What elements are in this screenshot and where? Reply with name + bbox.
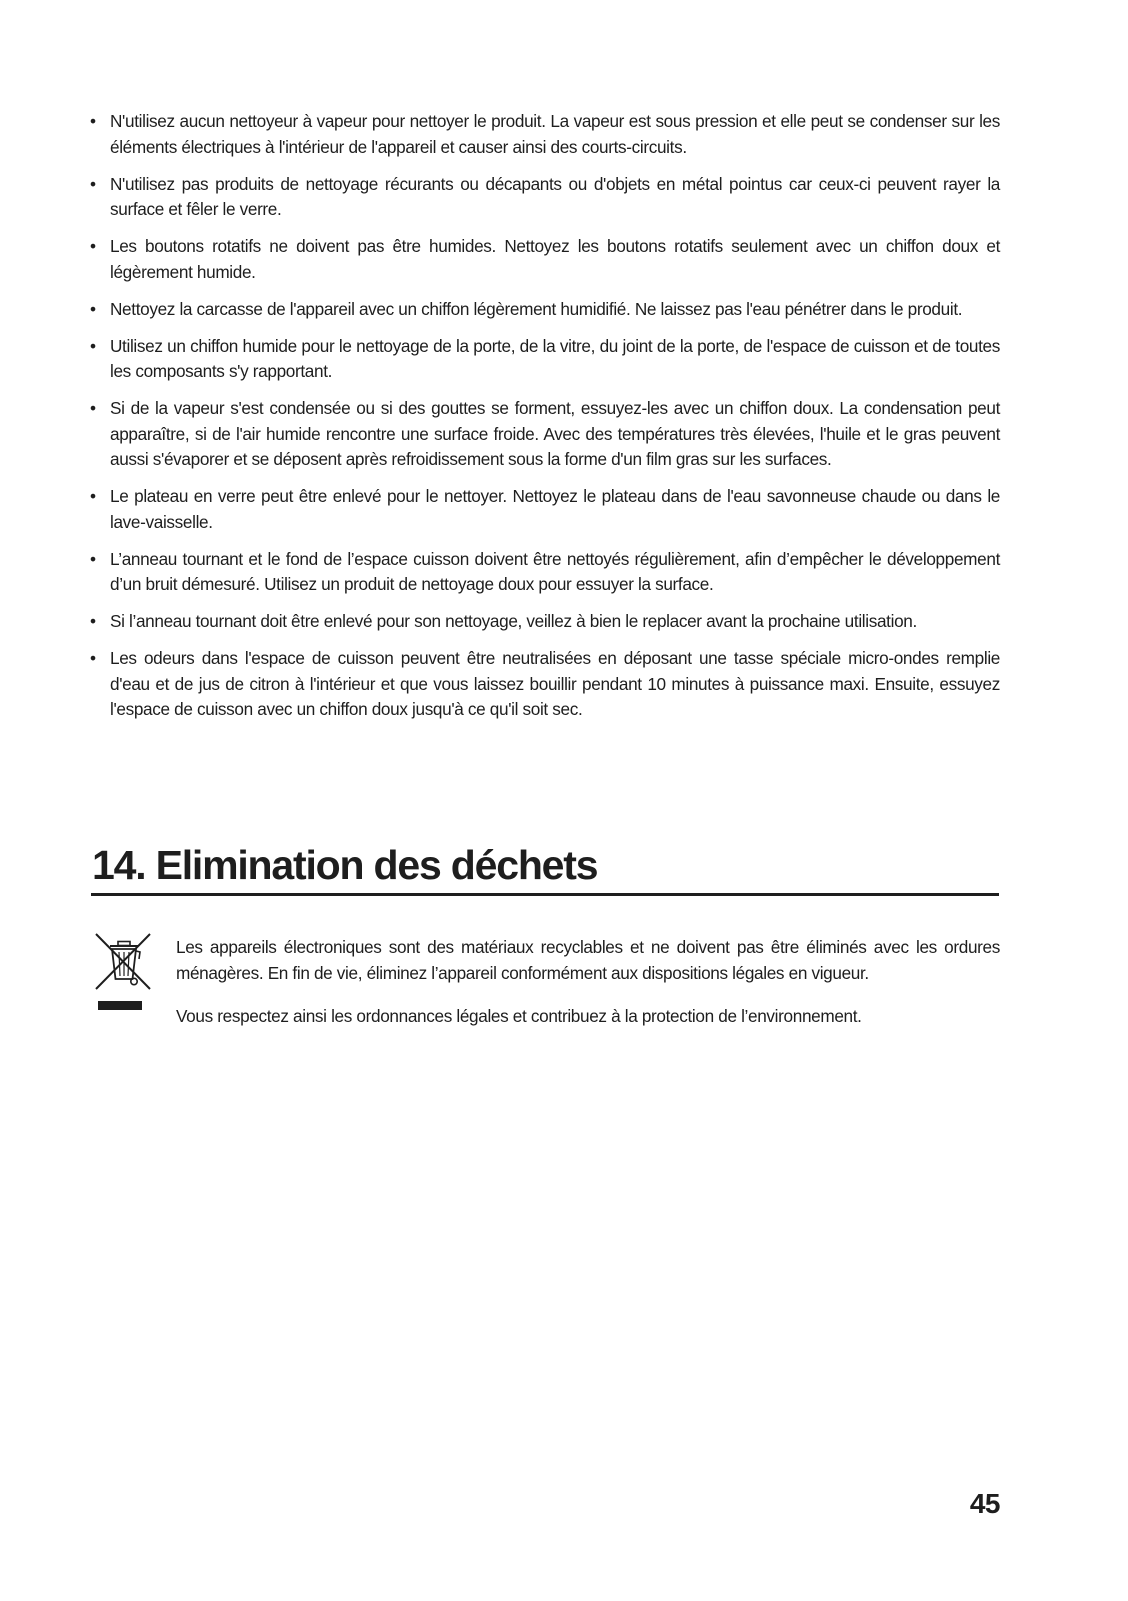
list-item: • Si de la vapeur s'est condensée ou si des gouttes se forment, essuyez-les avec un chiffon doux. La condensation peut apparaître, si de l'air humide rencontre une surface froide. Avec des températures très élevées, l'huile et le gras peuvent aussi s'évaporer et se déposent après refroidissement sous la forme d'un film gras sur les surfaces.: [90, 396, 1000, 473]
list-item: • Le plateau en verre peut être enlevé pour le nettoyer. Nettoyez le plateau dans de l'eau savonneuse chaude ou dans le lave-vaisselle.: [90, 484, 1000, 535]
list-item: • Nettoyez la carcasse de l'appareil avec un chiffon légèrement humidifié. Ne laissez pas l'eau pénétrer dans le produit.: [90, 297, 1000, 323]
list-item: • L’anneau tournant et le fond de l’espace cuisson doivent être nettoyés régulièrement, afin d’empêcher le développement d’un bruit démesuré. Utilisez un produit de nettoyage doux pour essuyer la surface.: [90, 547, 1000, 598]
list-item: • Utilisez un chiffon humide pour le nettoyage de la porte, de la vitre, du joint de la porte, de l'espace de cuisson et de toutes les composants s'y rapportant.: [90, 334, 1000, 385]
list-item: • Les boutons rotatifs ne doivent pas être humides. Nettoyez les boutons rotatifs seulement avec un chiffon doux et légèrement humide.: [90, 234, 1000, 285]
list-item: • Si l’anneau tournant doit être enlevé pour son nettoyage, veillez à bien le replacer avant la prochaine utilisation.: [90, 609, 1000, 635]
disposal-paragraph: Vous respectez ainsi les ordonnances légales et contribuez à la protection de l’environnement.: [176, 1006, 862, 1026]
cleaning-instructions-list: [90, 109, 1000, 734]
heading-underline: [91, 893, 999, 896]
list-item: • Les odeurs dans l'espace de cuisson peuvent être neutralisées en déposant une tasse spéciale micro-ondes remplie d'eau et de jus de citron à l'intérieur et que vous laissez bouillir pendant 10 minutes à puissance maxi. Ensuite, essuyez l'espace de cuisson avec un chiffon doux jusqu'à ce qu'il soit sec.: [90, 646, 1000, 723]
list-item: • N'utilisez pas produits de nettoyage récurants ou décapants ou d'objets en métal pointus car ceux-ci peuvent rayer la surface et fêler le verre.: [90, 172, 1000, 223]
list-item: • N'utilisez aucun nettoyeur à vapeur pour nettoyer le produit. La vapeur est sous pression et elle peut se condenser sur les éléments électriques à l'intérieur de l'appareil et causer ainsi des courts-circuits.: [90, 109, 1000, 160]
section-heading: 14. Elimination des déchets: [92, 842, 598, 888]
disposal-text: [176, 935, 1000, 1048]
disposal-paragraph: Les appareils électroniques sont des matériaux recyclables et ne doivent pas être éliminés avec les ordures ménagères. En fin de vie, éliminez l’appareil conformément aux dispositions légales en vigueur.: [176, 937, 1000, 983]
page-number: 45: [969, 1488, 1000, 1519]
crossed-out-wheelie-bin-icon: [94, 931, 154, 1012]
